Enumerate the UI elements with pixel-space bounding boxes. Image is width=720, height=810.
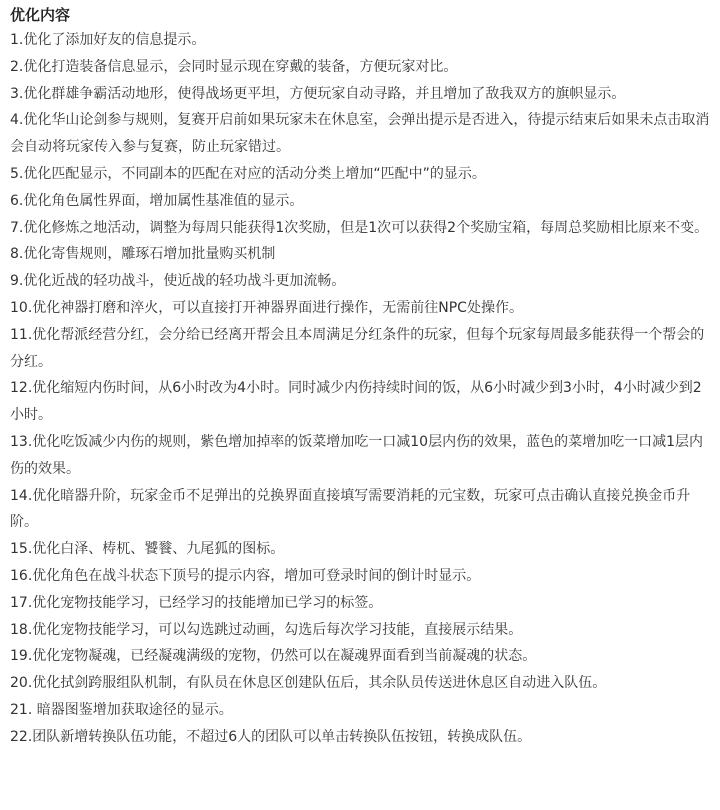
- update-item-19: 19.优化宠物凝魂，已经凝魂满级的宠物，仍然可以在凝魂界面看到当前凝魂的状态。: [10, 648, 537, 665]
- update-item-1: 1.优化了添加好友的信息提示。: [10, 32, 206, 48]
- article-heading: 优化内容: [10, 6, 71, 24]
- update-item-10: 10.优化神器打磨和淬火，可以直接打开神器界面进行操作，无需前往NPC处操作。: [10, 299, 523, 316]
- update-item-14: 14.优化暗器升阶，玩家金币不足弹出的兑换界面直接填写需要消耗的元宝数，玩家可点击确认直接兑换金币升阶。: [10, 487, 691, 531]
- update-item-18: 18.优化宠物技能学习，可以勾选跳过动画，勾选后每次学习技能，直接展示结果。: [10, 621, 523, 638]
- update-item-5: 5.优化匹配显示，不同副本的匹配在对应的活动分类上增加“匹配中”的显示。: [10, 165, 486, 182]
- update-item-8: 8.优化寄售规则，雕琢石增加批量购买机制: [10, 246, 276, 263]
- update-item-21: 21. 暗器图鉴增加获取途径的显示。: [10, 701, 233, 718]
- update-item-11: 11.优化帮派经营分红，会分给已经离开帮会且本周满足分红条件的玩家，但每个玩家每周最多能获得一个帮会的分红。: [10, 326, 705, 370]
- update-item-22: 22.团队新增转换队伍功能，不超过6人的团队可以单击转换队伍按钮，转换成队伍。: [10, 728, 532, 745]
- update-item-9: 9.优化近战的轻功战斗，使近战的轻功战斗更加流畅。: [10, 273, 346, 290]
- update-item-7: 7.优化修炼之地活动，调整为每周只能获得1次奖励，但是1次可以获得2个奖励宝箱，每周总奖励相比原来不变。: [10, 219, 709, 236]
- update-item-6: 6.优化角色属性界面，增加属性基准值的显示。: [10, 192, 304, 209]
- update-item-13: 13.优化吃饭减少内伤的规则，紫色增加掉率的饭菜增加吃一口减10层内伤的效果，蓝色的菜增加吃一口减1层内伤的效果。: [10, 433, 703, 477]
- update-item-3: 3.优化群雄争霸活动地形，使得战场更平坦，方便玩家自动寻路，并且增加了敌我双方的旗帜显示。: [10, 85, 626, 102]
- update-item-20: 20.优化拭剑跨服组队机制，有队员在休息区创建队伍后，其余队员传送进休息区自动进入队伍。: [10, 675, 607, 692]
- update-item-2: 2.优化打造装备信息显示，会同时显示现在穿戴的装备，方便玩家对比。: [10, 58, 458, 75]
- update-list: [10, 27, 710, 751]
- update-item-12: 12.优化缩短内伤时间，从6小时改为4小时。同时减少内伤持续时间的饭，从6小时减少到3小时，4小时减少到2小时。: [10, 380, 702, 424]
- update-item-4: 4.优化华山论剑参与规则，复赛开启前如果玩家未在休息室，会弹出提示是否进入，待提示结束后如果未点击取消会自动将玩家传入参与复赛，防止玩家错过。: [10, 112, 710, 156]
- update-item-17: 17.优化宠物技能学习，已经学习的技能增加已学习的标签。: [10, 594, 383, 611]
- update-item-16: 16.优化角色在战斗状态下顶号的提示内容，增加可登录时间的倒计时显示。: [10, 567, 481, 584]
- update-item-15: 15.优化白泽、梼杌、饕餮、九尾狐的图标。: [10, 541, 285, 558]
